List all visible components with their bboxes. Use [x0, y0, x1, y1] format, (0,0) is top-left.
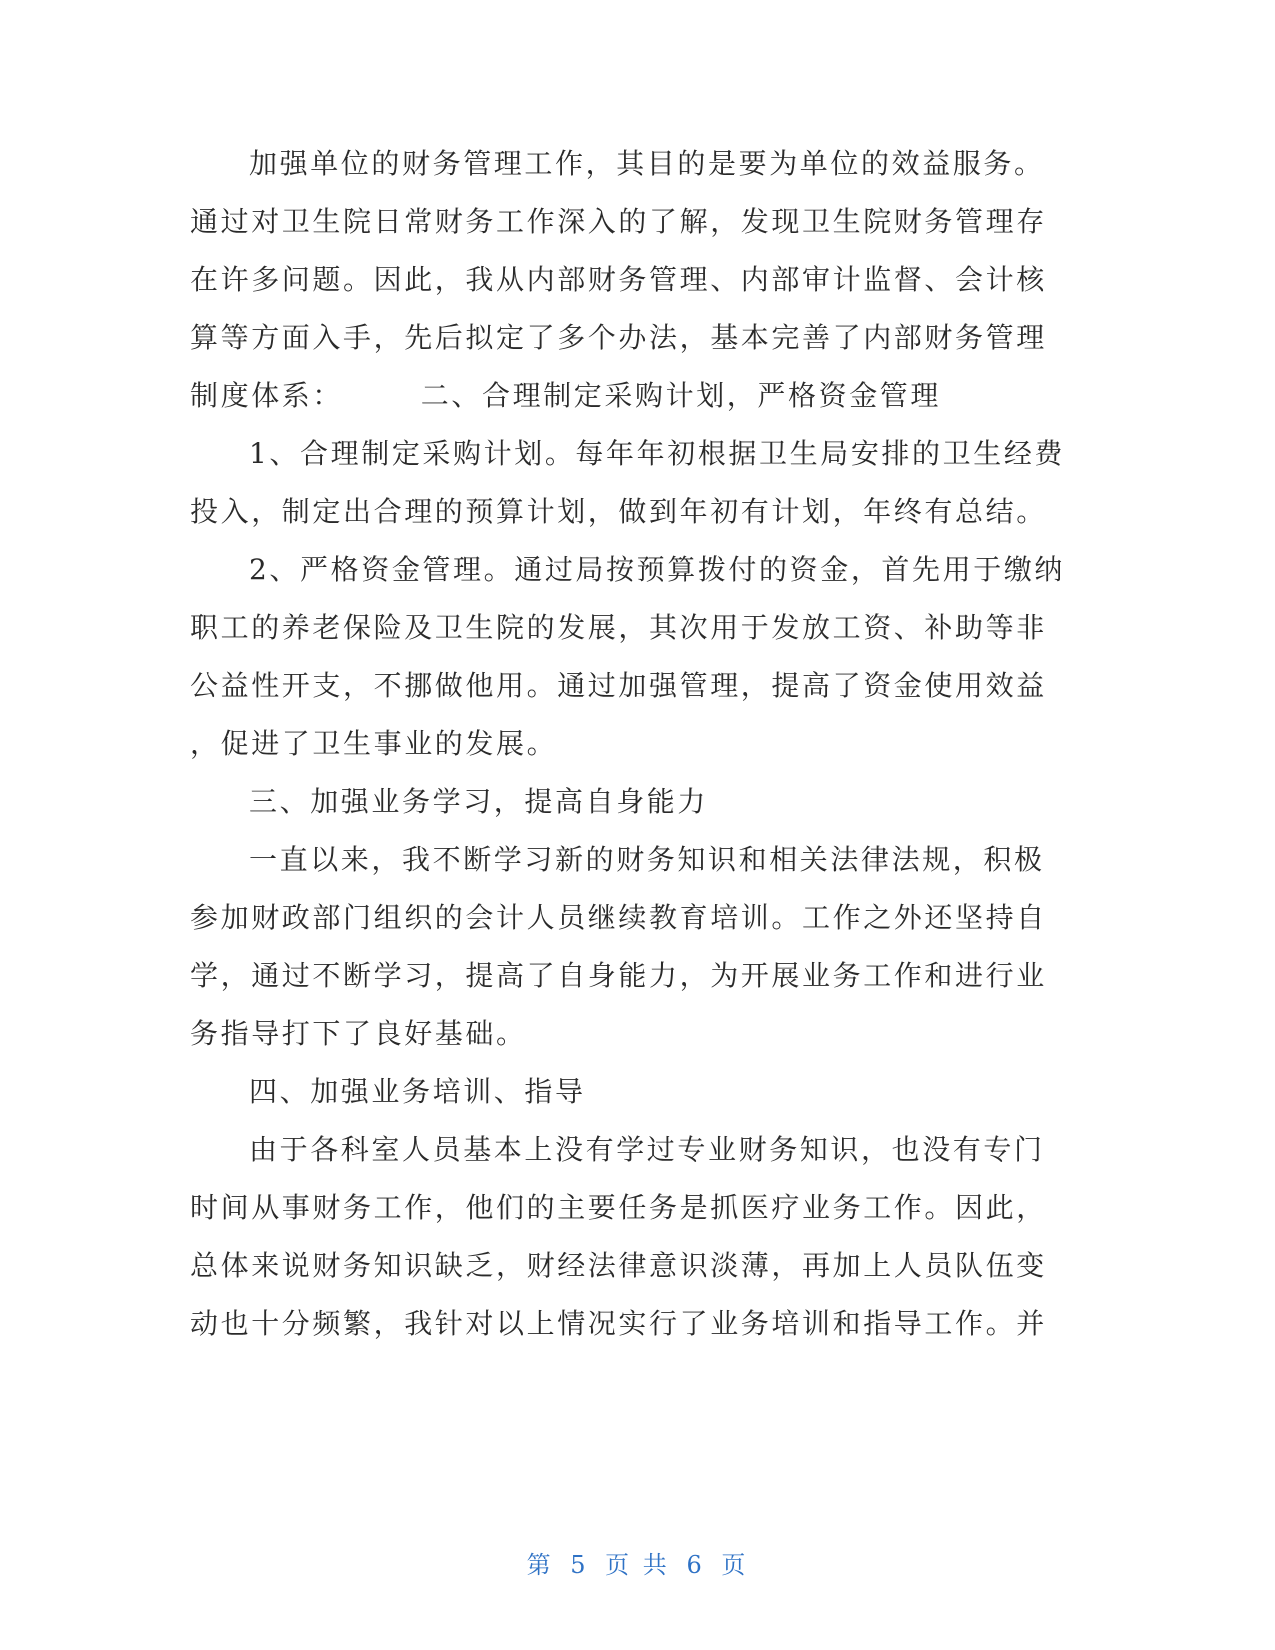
text-line-15: 学，通过不断学习，提高了自身能力，为开展业务工作和进行业 [190, 959, 1047, 992]
text-line-9: 职工的养老保险及卫生院的发展，其次用于发放工资、补助等非 [190, 611, 1047, 644]
text-line-7: 投入，制定出合理的预算计划，做到年初有计划，年终有总结。 [190, 495, 1047, 528]
footer-current-page: 5 [570, 1551, 589, 1579]
footer-suffix: 页 [721, 1551, 749, 1579]
page-footer [0, 1545, 1275, 1580]
text-line-1: 加强单位的财务管理工作，其目的是要为单位的效益服务。 [249, 147, 1045, 180]
text-line-13: 一直以来，我不断学习新的财务知识和相关法律法规，积极 [249, 843, 1045, 876]
text-line-11: ，促进了卫生事业的发展。 [190, 727, 558, 760]
text-line-21: 动也十分频繁，我针对以上情况实行了业务培训和指导工作。并 [190, 1307, 1047, 1340]
text-line-16: 务指导打下了良好基础。 [190, 1017, 527, 1050]
text-line-18: 由于各科室人员基本上没有学过专业财务知识，也没有专门 [249, 1133, 1045, 1166]
text-line-20: 总体来说财务知识缺乏，财经法律意识淡薄，再加上人员队伍变 [190, 1249, 1047, 1282]
text-line-10: 公益性开支，不挪做他用。通过加强管理，提高了资金使用效益 [190, 669, 1047, 702]
footer-total-pages: 6 [686, 1551, 705, 1579]
text-line-4: 算等方面入手，先后拟定了多个办法，基本完善了内部财务管理 [190, 321, 1047, 354]
text-line-8: 2、严格资金管理。通过局按预算拨付的资金，首先用于缴纳 [249, 553, 1066, 586]
text-line-2: 通过对卫生院日常财务工作深入的了解，发现卫生院财务管理存 [190, 205, 1047, 238]
section-heading-4: 四、加强业务培训、指导 [249, 1075, 586, 1108]
text-line-6: 1、合理制定采购计划。每年年初根据卫生局安排的卫生经费 [249, 437, 1066, 470]
footer-middle: 页 共 [605, 1551, 670, 1579]
text-line-14: 参加财政部门组织的会计人员继续教育培训。工作之外还坚持自 [190, 901, 1047, 934]
text-line-5: 制度体系： 二、合理制定采购计划，严格资金管理 [190, 379, 942, 412]
text-line-19: 时间从事财务工作，他们的主要任务是抓医疗业务工作。因此， [190, 1191, 1047, 1224]
footer-prefix: 第 [526, 1551, 554, 1579]
section-heading-3: 三、加强业务学习，提高自身能力 [249, 785, 709, 818]
text-line-3: 在许多问题。因此，我从内部财务管理、内部审计监督、会计核 [190, 263, 1047, 296]
